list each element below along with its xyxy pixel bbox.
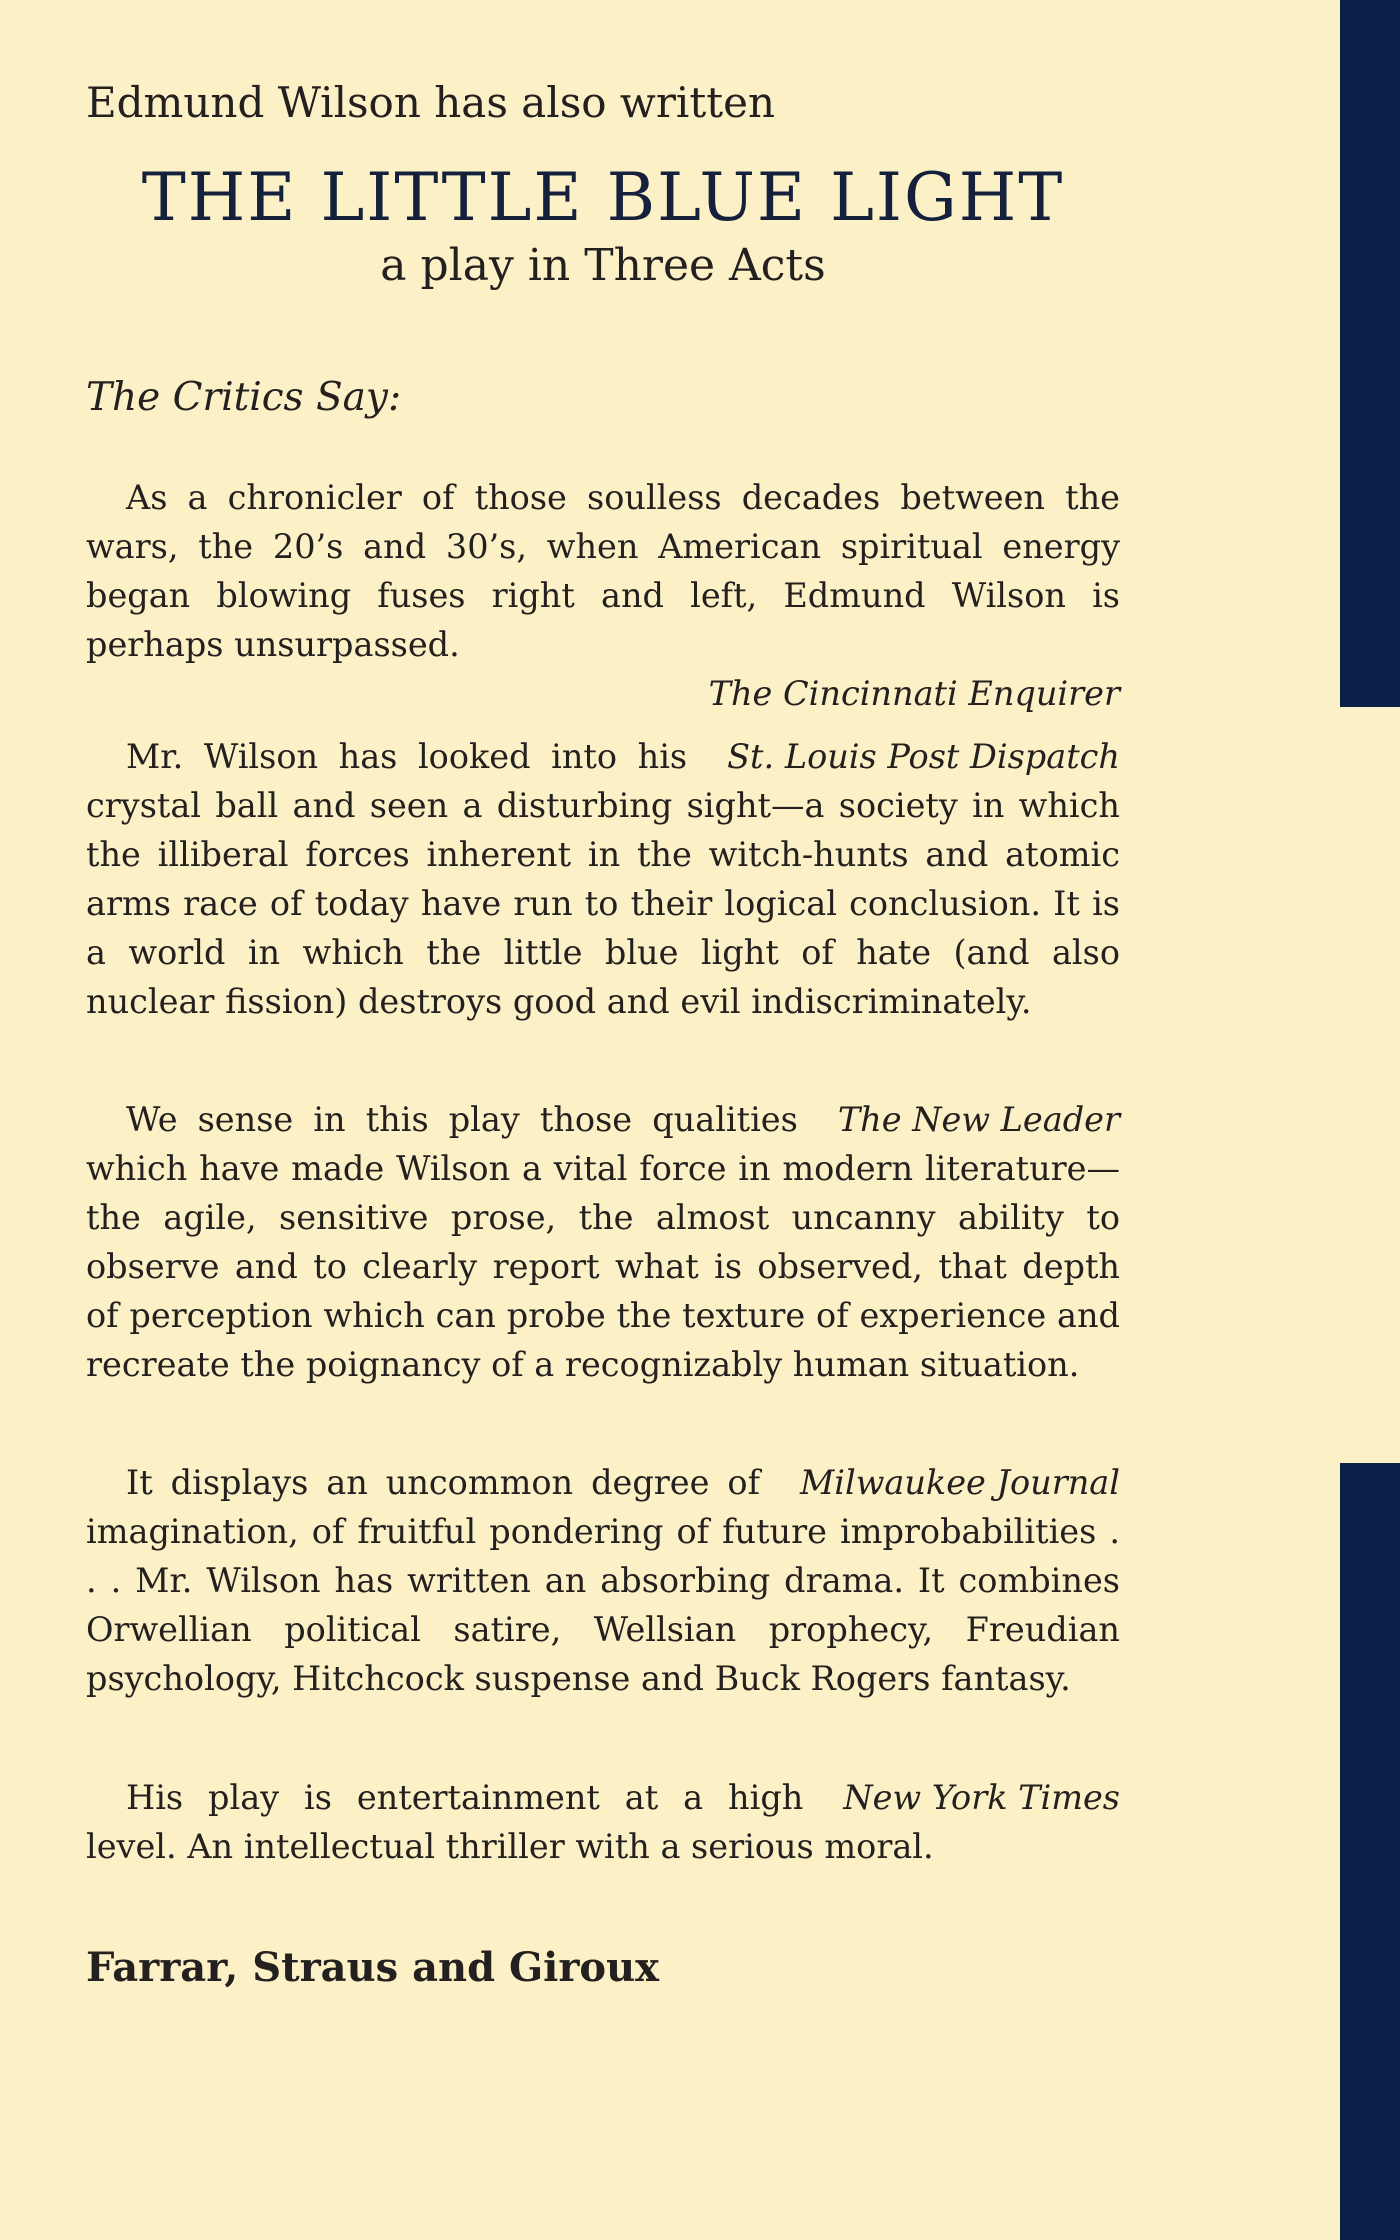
review-quote [86,473,1120,718]
review-text: His play is entertainment at a high level. An intellectual thriller with a serious moral. [86,1778,934,1866]
review-quote [86,732,1120,1026]
decorative-stripe-bottom [1340,1463,1400,2240]
decorative-stripe-top [1340,0,1400,707]
review-text-wrapper [86,1095,1120,1389]
review-source: Milwaukee Journal [799,1463,1120,1502]
review-text: It displays an uncommon degree of imagination, of fruitful pondering of future improbabilities . . . Mr. Wilson has written an absorbing drama. It combines Orwellian political satire, Wellsian prophecy, Freudian psychology, Hitchcock suspense and Buck Rogers fantasy. [86,1463,1120,1698]
book-subtitle: a play in Three Acts [380,240,826,291]
publisher-name: Farrar, Straus and Giroux [86,1944,660,1991]
review-text: As a chronicler of those soulless decades between the wars, the 20’s and 30’s, when American spiritual energy began blowing fuses right and left, Edmund Wilson is perhaps unsurpassed. [86,478,1120,664]
review-text: We sense in this play those qualities which have made Wilson a vital force in modern literature—the agile, sensitive prose, the almost uncanny ability to observe and to clearly report what is observed, that depth of perception which can probe the texture of experience and recreate the poignancy of a recognizably human situation. [86,1100,1120,1384]
review-source: The New Leader [837,1100,1120,1139]
critics-heading: The Critics Say: [86,375,402,420]
review-text: Mr. Wilson has looked into his crystal ball and seen a disturbing sight—a society in which the illiberal forces inherent in the witch-hunts and atomic arms race of today have run to their logical conclusion. It is a world in which the little blue light of hate (and also nuclear fission) destroys good and evil indiscriminately. [86,737,1120,1021]
review-quote [86,1773,1120,1871]
review-quote [86,1458,1120,1703]
intro-line: Edmund Wilson has also written [86,78,776,127]
review-source: New York Times [843,1778,1120,1817]
book-title: THE LITTLE BLUE LIGHT [141,159,1065,236]
review-text-wrapper [86,1773,1120,1871]
review-text-wrapper [86,1458,1120,1703]
review-source: The Cincinnati Enquirer [708,674,1120,713]
review-text-wrapper [86,732,1120,1026]
review-quote [86,1095,1120,1389]
review-source: St. Louis Post Dispatch [727,737,1120,776]
